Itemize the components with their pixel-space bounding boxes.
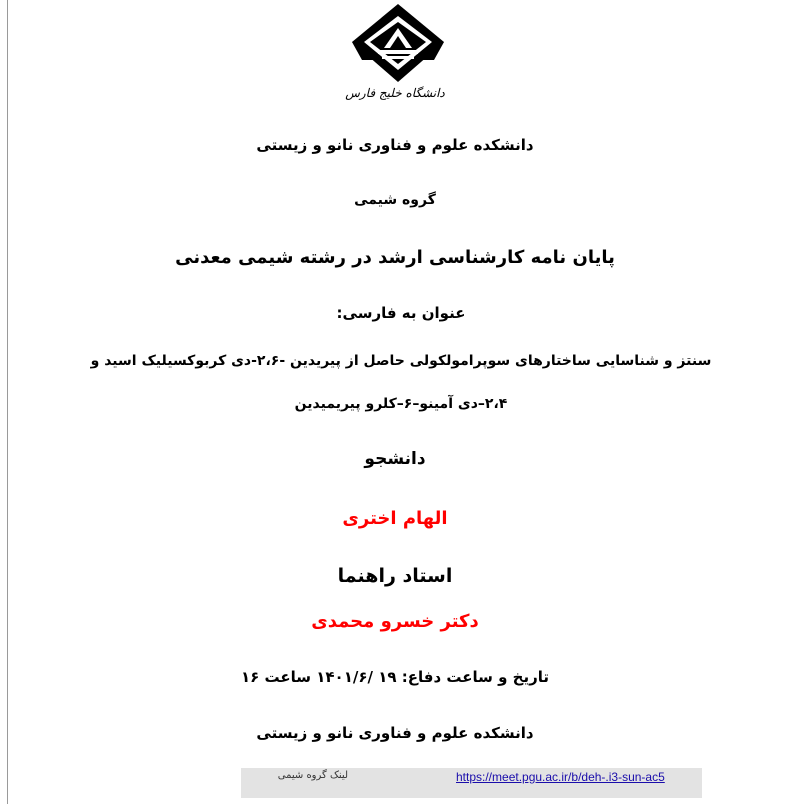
- meeting-link[interactable]: https://meet.pgu.ac.ir/b/deh-.i3-sun-ac5: [456, 770, 665, 784]
- advisor-label: استاد راهنما: [337, 565, 453, 587]
- faculty-footer-heading: دانشکده علوم و فناوری نانو و زیستی: [256, 724, 534, 742]
- advisor-name: دکتر خسرو محمدی: [311, 611, 479, 632]
- student-name: الهام اختری: [342, 508, 448, 529]
- department-heading: گروه شیمی: [354, 192, 436, 208]
- defense-date-time: تاریخ و ساعت دفاع: ۱۹ /۱۴۰۱/۶ ساعت ۱۶: [240, 668, 549, 686]
- thesis-title-line-2: ۲،۴–دی آمینو–۶–کلرو پیریمیدین: [294, 396, 508, 412]
- faculty-heading: دانشکده علوم و فناوری نانو و زیستی: [256, 136, 534, 154]
- logo-caption: دانشگاه خلیج فارس: [345, 86, 445, 100]
- student-label: دانشجو: [364, 449, 426, 469]
- title-label: عنوان به فارسی:: [336, 304, 466, 322]
- thesis-title-line-1: سنتز و شناسایی ساختارهای سوپرامولکولی حاصل از پیریدین -۲،۶-دی کربوکسیلیک اسید و: [90, 353, 712, 369]
- thesis-type-heading: پایان نامه کارشناسی ارشد در رشته شیمی معدنی: [175, 247, 615, 268]
- footer-link-label: لینک گروه شیمی: [277, 770, 348, 781]
